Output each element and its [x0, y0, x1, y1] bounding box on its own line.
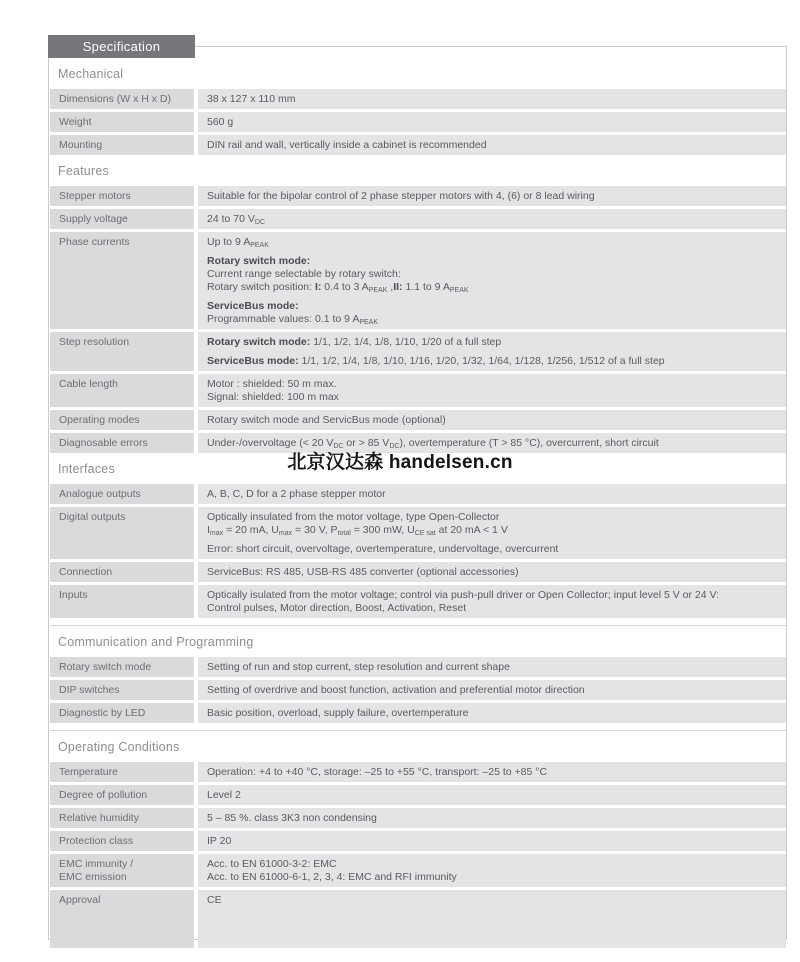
row-value [198, 332, 786, 371]
row-label-line: Degree of pollution [59, 789, 148, 801]
row-label [50, 186, 194, 206]
row-value [198, 890, 786, 948]
row-label [50, 507, 194, 559]
section-header: Operating Conditions [58, 740, 180, 754]
spec-row [50, 585, 786, 618]
value-paragraph [207, 93, 778, 106]
row-label [50, 562, 194, 582]
value-line: 5 – 85 %. class 3K3 non condensing [207, 812, 377, 824]
value-line: Optically isulated from the motor voltage; control via push-pull driver or Open Collector; input level 5 V or 24 V: [207, 589, 720, 601]
value-paragraph [207, 511, 778, 537]
value-paragraph [207, 488, 778, 501]
value-paragraph [207, 213, 778, 226]
row-value [198, 89, 786, 109]
section-header: Features [58, 164, 109, 178]
row-value [198, 484, 786, 504]
value-paragraph [207, 255, 778, 294]
value-line: ServiceBus mode: 1/1, 1/2, 1/4, 1/8, 1/10, 1/16, 1/20, 1/32, 1/64, 1/128, 1/256, 1/512 of a full step [207, 355, 665, 367]
value-paragraph [207, 684, 778, 697]
row-value [198, 785, 786, 805]
value-line: Up to 9 $A_{PEAK}$ [207, 236, 269, 249]
row-value [198, 410, 786, 430]
spec-row [50, 762, 786, 782]
value-paragraph [207, 543, 778, 556]
spec-row [50, 112, 786, 132]
spec-row [50, 374, 786, 407]
row-label [50, 112, 194, 132]
specification-tab [48, 35, 195, 58]
value-line: 24 to 70 $V_{DC}$ [207, 213, 265, 226]
row-label [50, 135, 194, 155]
row-value [198, 762, 786, 782]
value-paragraph [207, 894, 778, 907]
row-label [50, 89, 194, 109]
row-label-line: Temperature [59, 766, 118, 778]
distributor-watermark: 北京汉达森 handelsen.cn [287, 452, 513, 473]
row-label-line: Approval [59, 894, 101, 906]
value-line: Current range selectable by rotary switch: [207, 268, 401, 280]
value-line: Motor : shielded: 50 m max. [207, 378, 337, 390]
spec-row [50, 410, 786, 430]
spec-row [50, 703, 786, 723]
row-value [198, 854, 786, 887]
value-paragraph [207, 139, 778, 152]
value-line: Acc. to EN 61000-3-2: EMC [207, 858, 337, 870]
value-paragraph [207, 707, 778, 720]
value-paragraph [207, 812, 778, 825]
row-label [50, 785, 194, 805]
specification-tab-label: Specification [82, 39, 161, 54]
value-line: Rotary switch position: I: 0.4 to 3 $A_{PEAK}$ ,II: 1.1 to 9 $A_{PEAK}$ [207, 281, 469, 294]
value-paragraph [207, 336, 778, 349]
value-paragraph [207, 858, 778, 884]
row-label-line: Digital outputs [59, 511, 126, 523]
value-line: A, B, C, D for a 2 phase stepper motor [207, 488, 386, 500]
value-paragraph [207, 566, 778, 579]
row-label [50, 808, 194, 828]
row-label-line: Inputs [59, 589, 88, 601]
spec-row [50, 680, 786, 700]
row-label [50, 831, 194, 851]
row-value [198, 585, 786, 618]
row-label-line: Supply voltage [59, 213, 128, 225]
value-line: CE [207, 894, 222, 906]
row-label [50, 854, 194, 887]
row-value [198, 507, 786, 559]
row-value [198, 703, 786, 723]
value-line: Acc. to EN 61000-6-1, 2, 3, 4: EMC and RFI immunity [207, 871, 457, 883]
value-line: Setting of run and stop current, step resolution and current shape [207, 661, 510, 673]
section-header: Communication and Programming [58, 635, 254, 649]
row-label [50, 762, 194, 782]
value-line: Programmable values: 0.1 to 9 $A_{PEAK}$ [207, 313, 379, 326]
spec-row [50, 209, 786, 229]
row-value [198, 657, 786, 677]
value-line: Signal: shielded: 100 m max [207, 391, 339, 403]
row-label [50, 232, 194, 329]
spec-row [50, 89, 786, 109]
value-paragraph [207, 789, 778, 802]
value-line: Basic position, overload, supply failure, overtemperature [207, 707, 469, 719]
row-label [50, 484, 194, 504]
spec-row [50, 562, 786, 582]
value-paragraph [207, 835, 778, 848]
spec-row [50, 831, 786, 851]
row-label-line: Mounting [59, 139, 103, 151]
value-paragraph [207, 300, 778, 326]
spec-table [50, 58, 786, 951]
value-line: 560 g [207, 116, 234, 128]
row-value [198, 232, 786, 329]
row-label [50, 410, 194, 430]
row-label [50, 890, 194, 948]
value-line: Level 2 [207, 789, 241, 801]
value-line: Rotary switch mode and ServicBus mode (optional) [207, 414, 446, 426]
value-line: Optically insulated from the motor voltage, type Open-Collector [207, 511, 500, 523]
row-value [198, 209, 786, 229]
row-label-line: Relative humidity [59, 812, 139, 824]
value-paragraph [207, 378, 778, 404]
section-divider [50, 625, 786, 626]
row-label-line: Protection class [59, 835, 134, 847]
row-label [50, 433, 194, 453]
value-paragraph [207, 116, 778, 129]
row-label [50, 374, 194, 407]
value-paragraph [207, 661, 778, 674]
spec-row [50, 808, 786, 828]
row-value [198, 135, 786, 155]
spec-row [50, 484, 786, 504]
row-label [50, 703, 194, 723]
row-label [50, 332, 194, 371]
value-line: Rotary switch mode: [207, 255, 311, 267]
section-header: Mechanical [58, 67, 124, 81]
spec-row [50, 890, 786, 948]
row-label-line: Diagnostic by LED [59, 707, 146, 719]
row-label-line: DIP switches [59, 684, 120, 696]
value-line: Under-/overvoltage (< 20 $V_{DC}$ or > 85 $V_{DC}$), overtemperature (T > 85 °C), overcurrent, short circuit [207, 437, 659, 450]
spec-row [50, 332, 786, 371]
spec-row [50, 507, 786, 559]
value-paragraph [207, 414, 778, 427]
value-line: Error: short circuit, overvoltage, overtemperature, undervoltage, overcurrent [207, 543, 559, 555]
row-label [50, 680, 194, 700]
section-header: Interfaces [58, 462, 115, 476]
value-line: Control pulses, Motor direction, Boost, Activation, Reset [207, 602, 467, 614]
row-label-line: Diagnosable errors [59, 437, 148, 449]
spec-row [50, 657, 786, 677]
row-label [50, 585, 194, 618]
row-label-line: Stepper motors [59, 190, 131, 202]
value-line: Setting of overdrive and boost function, activation and preferential motor direction [207, 684, 585, 696]
row-value [198, 831, 786, 851]
row-label [50, 657, 194, 677]
value-line: ServiceBus mode: [207, 300, 299, 312]
value-paragraph [207, 236, 778, 249]
row-label-line: Weight [59, 116, 92, 128]
row-value [198, 374, 786, 407]
value-paragraph [207, 766, 778, 779]
value-paragraph [207, 355, 778, 368]
value-line: $I_{max} = 20$ mA, $U_{max} = 30$ V, $P_{total} = 300$ mW, $U_{CE sat}$ at 20 mA < 1 V [207, 524, 508, 537]
value-line: IP 20 [207, 835, 232, 847]
row-value [198, 562, 786, 582]
row-label-line: Phase currents [59, 236, 130, 248]
row-label-line: Connection [59, 566, 113, 578]
spec-row [50, 232, 786, 329]
section-divider [50, 730, 786, 731]
row-label-line: Analogue outputs [59, 488, 141, 500]
row-label-line: EMC immunity / [59, 858, 134, 870]
row-label-line: Step resolution [59, 336, 130, 348]
row-value [198, 808, 786, 828]
row-value [198, 186, 786, 206]
row-value [198, 112, 786, 132]
row-label-line: Operating modes [59, 414, 140, 426]
row-label-line: EMC emission [59, 871, 127, 883]
value-paragraph [207, 589, 778, 615]
row-label [50, 209, 194, 229]
value-line: Operation: +4 to +40 °C, storage: –25 to +55 °C, transport: –25 to +85 °C [207, 766, 548, 778]
spec-row [50, 854, 786, 887]
row-label-line: Rotary switch mode [59, 661, 152, 673]
value-line: Suitable for the bipolar control of 2 phase stepper motors with 4, (6) or 8 lead wiring [207, 190, 595, 202]
value-line: ServiceBus: RS 485, USB-RS 485 converter (optional accessories) [207, 566, 519, 578]
value-line: 38 x 127 x 110 mm [207, 93, 296, 105]
value-paragraph [207, 190, 778, 203]
value-line: Rotary switch mode: 1/1, 1/2, 1/4, 1/8, 1/10, 1/20 of a full step [207, 336, 502, 348]
value-line: DIN rail and wall, vertically inside a cabinet is recommended [207, 139, 487, 151]
row-label-line: Cable length [59, 378, 118, 390]
spec-row [50, 785, 786, 805]
row-value [198, 680, 786, 700]
spec-row [50, 186, 786, 206]
row-label-line: Dimensions (W x H x D) [59, 93, 172, 105]
spec-row [50, 135, 786, 155]
